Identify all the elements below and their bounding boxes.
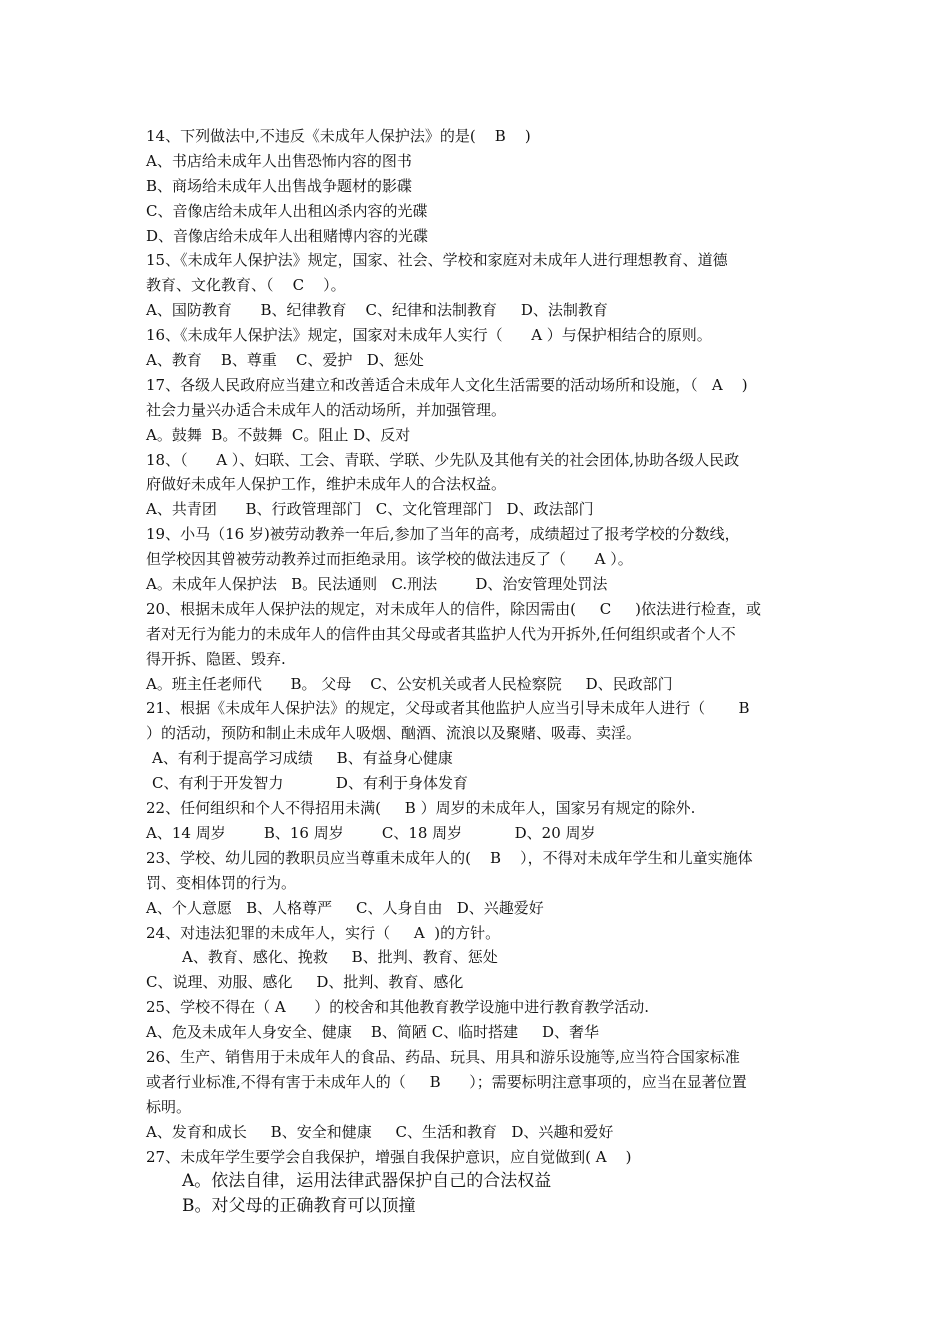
option-27-a: A。依法自律，运用法律武器保护自己的合法权益 (182, 1171, 552, 1192)
option-14-a: A、书店给未成年人出售恐怖内容的图书 (146, 151, 412, 170)
option-14-d: D、音像店给未成年人出租赌博内容的光碟 (146, 226, 429, 245)
options-19: A。未成年人保护法 B。民法通则 C.刑法 D、治安管理处罚法 (146, 575, 608, 594)
option-14-c: C、音像店给未成年人出租凶杀内容的光碟 (146, 201, 428, 220)
question-26: 26、生产、销售用于未成年人的食品、药品、玩具、用具和游乐设施等,应当符合国家标准 (146, 1047, 740, 1066)
document-page (146, 124, 810, 1219)
question-14: 14、下列做法中,不违反《未成年人保护法》的是( B ) (146, 127, 531, 145)
options-20: A。班主任老师代 B。 父母 C、公安机关或者人民检察院 D、民政部门 (146, 674, 673, 693)
question-22: 22、任何组织和个人不得招用未满( B ）周岁的未成年人，国家另有规定的除外. (146, 799, 696, 818)
question-16: 16、《未成年人保护法》规定，国家对未成年人实行（ A ）与保护相结合的原则。 (146, 326, 712, 345)
question-15-cont: 教育、文化教育、（ C ）。 (146, 276, 346, 295)
options-24-cd: C、说理、劝服、感化 D、批判、教育、感化 (146, 973, 464, 992)
question-26-cont2: 标明。 (146, 1097, 192, 1116)
question-17-cont: 社会力量兴办适合未成年人的活动场所，并加强管理。 (146, 400, 507, 419)
options-18: A、共青团 B、行政管理部门 C、文化管理部门 D、政法部门 (146, 500, 594, 519)
question-19: 19、小马（16 岁)被劳动教养一年后,参加了当年的高考，成绩超过了报考学校的分数线， (146, 525, 740, 544)
question-18-cont: 府做好未成年人保护工作，维护未成年人的合法权益。 (146, 475, 507, 494)
options-21-cd: C、有利于开发智力 D、有利于身体发育 (152, 774, 468, 793)
question-18: 18、（ A ）、妇联、工会、青联、学联、少先队及其他有关的社会团体,协助各级人民政 (146, 450, 740, 469)
question-26-cont: 或者行业标准,不得有害于未成年人的（ B ）；需要标明注意事项的，应当在显著位置 (146, 1072, 747, 1091)
question-27: 27、未成年学生要学会自我保护，增强自我保护意识，应自觉做到( A ) (146, 1147, 632, 1166)
options-25: A、危及未成年人身安全、健康 B、简陋 C、临时搭建 D、奢华 (146, 1023, 600, 1042)
question-17: 17、各级人民政府应当建立和改善适合未成年人文化生活需要的活动场所和设施，（ A ) (146, 375, 748, 394)
question-23-cont: 罚、变相体罚的行为。 (146, 873, 297, 892)
question-25: 25、学校不得在（ A ）的校舍和其他教育教学设施中进行教育教学活动. (146, 998, 650, 1017)
option-14-b: B、商场给未成年人出售战争题材的影碟 (146, 176, 413, 195)
question-20-cont2: 得开拆、隐匿、毁弃. (146, 649, 286, 668)
options-21-ab: A、有利于提高学习成绩 B、有益身心健康 (152, 749, 453, 768)
question-20-cont: 者对无行为能力的未成年人的信件由其父母或者其监护人代为开拆外,任何组织或者个人不 (146, 624, 736, 643)
options-16: A、教育 B、尊重 C、爱护 D、惩处 (146, 351, 424, 370)
options-26: A、发育和成长 B、安全和健康 C、生活和教育 D、兴趣和爱好 (146, 1122, 614, 1141)
question-19-cont: 但学校因其曾被劳动教养过而拒绝录用。该学校的做法违反了（ A ）。 (146, 550, 633, 569)
options-17: A。鼓舞 B。不鼓舞 C。阻止 D、反对 (146, 425, 411, 444)
options-15: A、国防教育 B、纪律教育 C、纪律和法制教育 D、法制教育 (146, 301, 608, 320)
question-20: 20、根据未成年人保护法的规定，对未成年人的信件，除因需由( C )依法进行检查，或 (146, 599, 761, 618)
options-23: A、个人意愿 B、人格尊严 C、人身自由 D、兴趣爱好 (146, 898, 544, 917)
question-21-cont: ）的活动，预防和制止未成年人吸烟、酗酒、流浪以及聚赌、吸毒、卖淫。 (146, 724, 642, 743)
options-24-ab: A、教育、感化、挽救 B、批判、教育、惩处 (182, 948, 498, 967)
question-23: 23、学校、幼儿园的教职员应当尊重未成年人的( B ），不得对未成年学生和儿童实施体 (146, 848, 753, 867)
question-21: 21、根据《未成年人保护法》的规定，父母或者其他监护人应当引导未成年人进行（ B (146, 699, 750, 718)
question-15: 15、《未成年人保护法》规定，国家、社会、学校和家庭对未成年人进行理想教育、道德 (146, 251, 728, 270)
options-22: A、14 周岁 B、16 周岁 C、18 周岁 D、20 周岁 (146, 823, 596, 842)
question-24: 24、对违法犯罪的未成年人，实行（ A )的方针。 (146, 923, 501, 942)
option-27-b: B。对父母的正确教育可以顶撞 (182, 1196, 416, 1217)
